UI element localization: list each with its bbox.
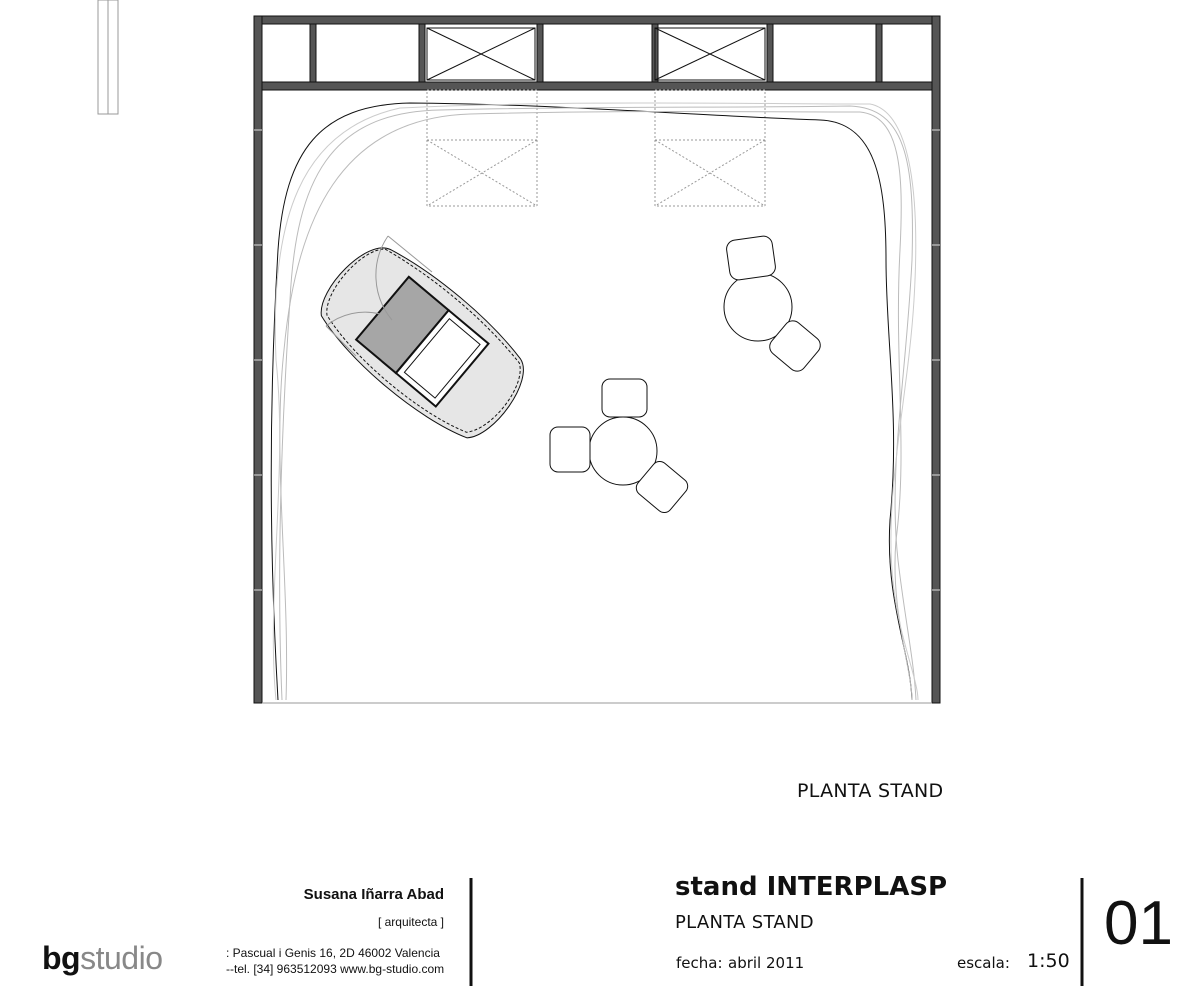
address-line: : Pascual i Genis 16, 2D 46002 Valencia (226, 946, 440, 960)
sheet-number: 01 (1104, 889, 1173, 958)
reception-counter (304, 229, 543, 456)
logo-bold-part: bg (42, 940, 81, 976)
author-role: [ arquitecta ] (377, 915, 444, 929)
author-name: Susana Iñarra Abad (303, 886, 444, 903)
curtain-outlines (271, 103, 918, 700)
date-label: fecha: (676, 954, 723, 972)
studio-logo (42, 940, 162, 977)
plan-label: PLANTA STAND (797, 780, 944, 802)
project-subtitle: PLANTA STAND (675, 912, 814, 933)
date-value: abril 2011 (728, 954, 805, 972)
table-set-center (550, 379, 691, 516)
scale-marker (98, 0, 118, 114)
top-storage-modules (310, 24, 882, 82)
scale-label: escala: (957, 954, 1010, 972)
scale-value: 1:50 (1027, 950, 1070, 972)
project-title: stand INTERPLASP (675, 872, 948, 902)
contact-line: --tel. [34] 963512093 www.bg-studio.com (226, 962, 445, 976)
table-set-right (724, 235, 824, 375)
logo-light-part: studio (80, 940, 163, 976)
